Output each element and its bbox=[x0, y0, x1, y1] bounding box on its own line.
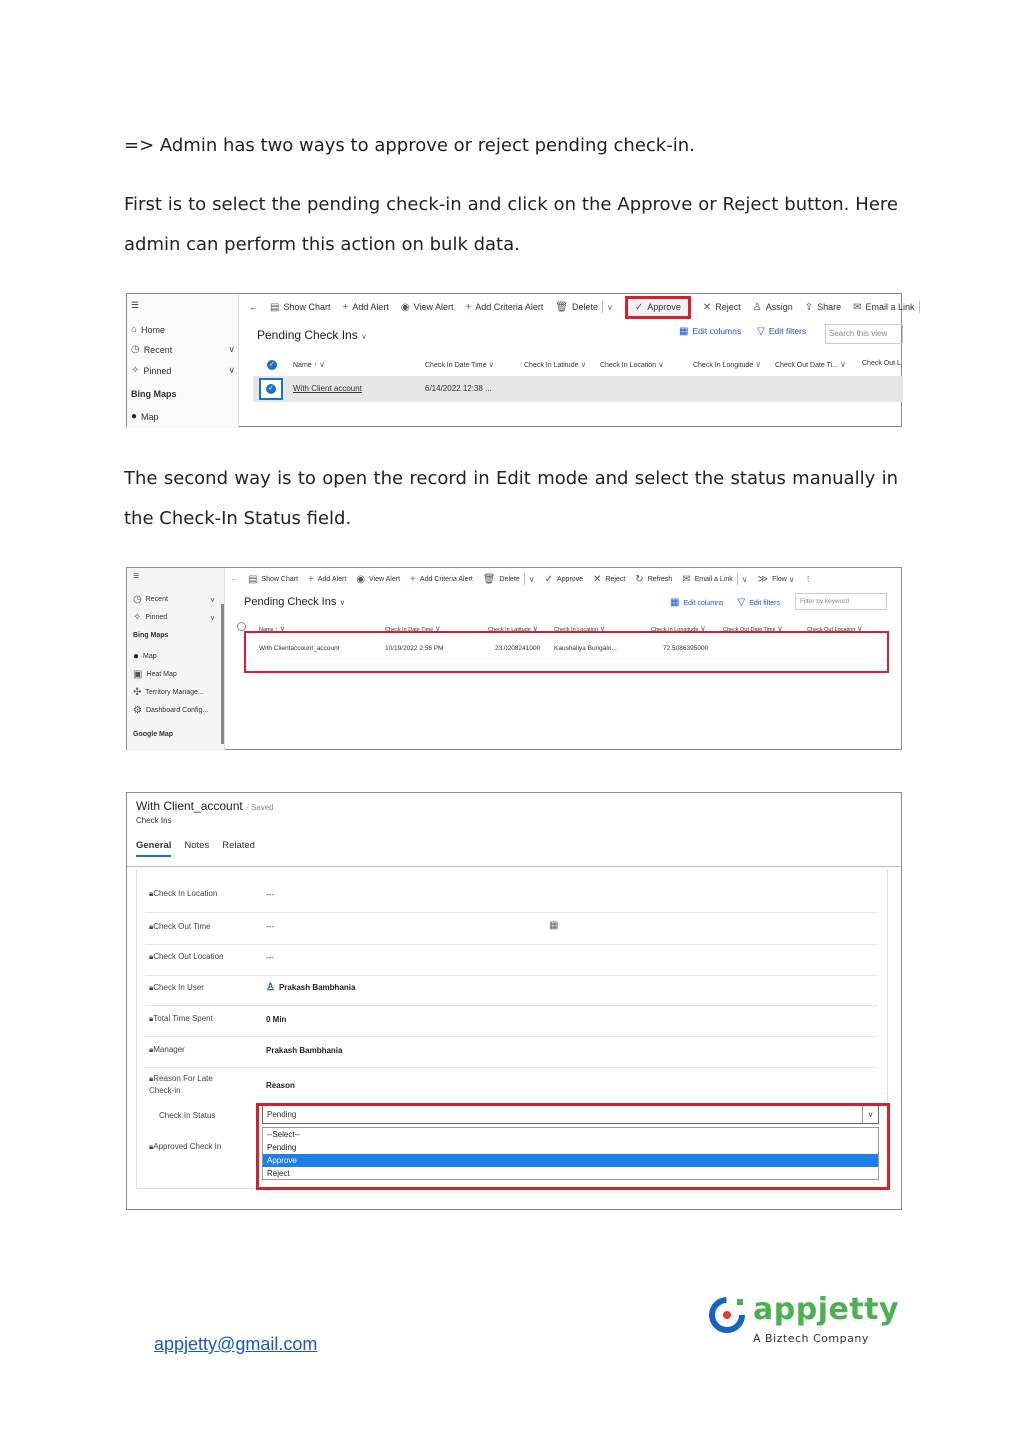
chevron-down-icon: ∨ bbox=[209, 614, 215, 622]
field-check-in-user: 🔒︎Check In User ♙ Prakash Bambhania bbox=[145, 976, 878, 1006]
second-way-text: The second way is to open the record in Edit mode and select the status manually in the Check-In Status field. bbox=[124, 468, 898, 529]
row-check-in-date-time: 6/14/2022 12:38 ... bbox=[425, 384, 492, 393]
field-check-in-location: 🔒︎Check In Location --- bbox=[145, 881, 878, 913]
appjetty-logo-icon bbox=[709, 1295, 749, 1335]
nav-map[interactable]: ● Map bbox=[131, 411, 159, 422]
nav-scrollbar[interactable] bbox=[221, 604, 224, 744]
form-tabs bbox=[136, 840, 255, 857]
eye-icon: ◉ bbox=[400, 301, 410, 313]
chevron-down-icon[interactable]: ∨ bbox=[607, 302, 613, 312]
column-check-out[interactable]: Check Out L bbox=[862, 360, 901, 367]
lock-icon: 🔒︎ bbox=[149, 1014, 154, 1023]
nav-home[interactable]: ⌂ Home bbox=[131, 324, 166, 335]
flow-icon: ≫ bbox=[757, 573, 769, 585]
intro-text: => Admin has two ways to approve or reject pending check-in. bbox=[124, 135, 695, 156]
lock-icon: 🔒︎ bbox=[149, 1074, 154, 1083]
clock-icon: ◷ bbox=[131, 344, 140, 355]
chevron-down-icon: ∨ bbox=[228, 365, 235, 375]
nav-map[interactable]: ● Map bbox=[133, 651, 157, 662]
nav-pinned[interactable]: ✧ Pinned ∨ bbox=[133, 612, 215, 623]
approve-button[interactable]: ✓ Approve bbox=[544, 573, 584, 585]
chevron-down-icon[interactable]: ∨ bbox=[528, 574, 535, 584]
check-in-status-label: Check In Status bbox=[159, 1111, 216, 1120]
lock-icon: 🔒︎ bbox=[149, 922, 154, 931]
chevron-down-icon: ∨ bbox=[339, 598, 346, 607]
filter-input[interactable]: Filter by keyword bbox=[795, 593, 887, 610]
edit-filters-button[interactable]: ▽ Edit filters bbox=[757, 326, 807, 337]
tab-general[interactable]: General bbox=[136, 840, 171, 857]
row-highlight bbox=[244, 631, 889, 673]
chevron-down-icon[interactable]: ∨ bbox=[862, 1106, 878, 1123]
nav-group-bing-maps: Bing Maps bbox=[133, 632, 169, 639]
plus-icon: + bbox=[342, 301, 349, 313]
show-chart-button[interactable]: ▤ Show Chart bbox=[270, 301, 331, 313]
chevron-down-icon[interactable]: ∨ bbox=[741, 574, 748, 584]
mail-icon: ✉ bbox=[682, 573, 691, 585]
chevron-down-icon: ∨ bbox=[209, 596, 215, 604]
clock-icon: ◷ bbox=[133, 594, 142, 605]
add-criteria-alert-button[interactable]: + Add Criteria Alert bbox=[410, 573, 473, 585]
flow-button[interactable]: ≫ Flow ∨ bbox=[757, 573, 795, 585]
nav-group-google-map: Google Map bbox=[133, 731, 174, 738]
reject-button[interactable]: ✕ Reject bbox=[593, 573, 626, 585]
tab-related[interactable]: Related bbox=[222, 840, 255, 851]
check-icon: ✓ bbox=[544, 573, 553, 585]
row-check-in-location: Kaushaliya Bungalo... bbox=[554, 645, 617, 652]
column-check-out-date-time[interactable]: Check Out Date Time ∨ bbox=[723, 624, 783, 633]
option-pending[interactable]: Pending bbox=[267, 1143, 297, 1152]
tab-notes[interactable]: Notes bbox=[184, 840, 210, 851]
share-button[interactable]: ⇪ Share bbox=[804, 301, 842, 313]
trash-icon: 🗑 bbox=[482, 573, 496, 585]
row-name-link[interactable]: With Clientaccount_account bbox=[259, 645, 340, 652]
nav-group-bing-maps: Bing Maps bbox=[131, 389, 177, 399]
field-reason-late: 🔒︎Reason For Late Check-in Reason bbox=[149, 1074, 295, 1095]
map-pin-icon: ● bbox=[133, 651, 140, 662]
reject-button[interactable]: ✕ Reject bbox=[702, 301, 741, 313]
person-icon: ♙ bbox=[752, 301, 762, 313]
pin-icon: ✧ bbox=[133, 612, 142, 623]
trash-icon: 🗑 bbox=[555, 301, 569, 313]
row-name-link[interactable]: With Client account bbox=[293, 384, 362, 393]
nav-pinned[interactable]: ✧ Pinned ∨ bbox=[131, 365, 235, 376]
chevron-down-icon: ∨ bbox=[361, 332, 367, 341]
column-check-in-date-time[interactable]: Check In Date Time ∨ bbox=[385, 624, 441, 633]
show-chart-button[interactable]: ▤ Show Chart bbox=[248, 573, 299, 585]
screenshot-list-view-row bbox=[126, 567, 902, 750]
plus-icon: + bbox=[308, 573, 314, 585]
chart-icon: ▤ bbox=[248, 573, 258, 585]
screenshot-record-form bbox=[126, 792, 902, 1210]
field-check-out-location: 🔒︎Check Out Location --- bbox=[145, 945, 878, 976]
filter-icon: ▽ bbox=[757, 326, 765, 337]
save-status: - Saved bbox=[246, 803, 274, 812]
edit-filters-button[interactable]: ▽ Edit filters bbox=[737, 597, 780, 608]
lock-icon: 🔒︎ bbox=[149, 889, 154, 898]
nav-heat-map[interactable]: ▣ Heat Map bbox=[133, 669, 177, 680]
field-manager: 🔒︎Manager Prakash Bambhania bbox=[145, 1037, 878, 1068]
approved-check-in-label: Approved Check In bbox=[153, 1142, 222, 1151]
back-icon[interactable]: ← bbox=[249, 302, 258, 312]
pin-icon: ✧ bbox=[131, 365, 140, 376]
select-all-radio[interactable] bbox=[237, 622, 246, 631]
screenshot-list-view-approve bbox=[126, 293, 915, 427]
hamburger-icon[interactable]: ☰ bbox=[133, 573, 140, 580]
check-in-user-link[interactable]: ♙ Prakash Bambhania bbox=[266, 982, 356, 993]
mail-icon: ✉ bbox=[853, 301, 862, 313]
assign-button[interactable]: ♙ Assign bbox=[752, 301, 793, 313]
add-alert-button[interactable]: + Add Alert bbox=[342, 301, 389, 313]
first-way-text: First is to select the pending check-in and click on the Approve or Reject button. Here admin can perform this action on bulk data. bbox=[124, 194, 898, 255]
logo-tagline: A Biztech Company bbox=[753, 1332, 869, 1345]
territory-icon: ✣ bbox=[133, 687, 142, 698]
back-icon[interactable]: ← bbox=[231, 575, 238, 583]
column-check-in-longitude[interactable]: Check In Longitude ∨ bbox=[693, 360, 762, 369]
field-total-time-spent: 🔒︎Total Time Spent 0 Min bbox=[145, 1006, 878, 1037]
person-icon: ♙ bbox=[266, 982, 275, 993]
column-check-out-location[interactable]: Check Out Location ∨ bbox=[807, 624, 863, 633]
row-check-in-longitude: 72.5086395000 bbox=[663, 645, 709, 652]
columns-icon: ▦ bbox=[670, 597, 680, 608]
status-highlight bbox=[256, 1103, 890, 1190]
check-in-status-select[interactable]: Pending ∨ bbox=[262, 1105, 879, 1124]
heat-map-icon: ▣ bbox=[133, 669, 143, 680]
command-bar bbox=[239, 294, 915, 320]
nav-territory[interactable]: ✣ Territory Manage... bbox=[133, 687, 204, 698]
check-icon: ✓ bbox=[266, 384, 276, 394]
appjetty-logo bbox=[709, 1292, 900, 1348]
lock-icon: 🔒︎ bbox=[149, 983, 154, 992]
field-check-out-time: 🔒︎Check Out Time --- ▦ bbox=[145, 913, 878, 945]
view-title[interactable]: Pending Check Ins ∨ bbox=[257, 328, 367, 342]
email-link-button[interactable]: ✉ Email a Link bbox=[853, 301, 923, 313]
more-icon[interactable]: ⋮ bbox=[804, 576, 812, 583]
plus-icon: + bbox=[465, 301, 472, 313]
plus-icon: + bbox=[410, 573, 416, 585]
sitemap-nav bbox=[127, 568, 225, 751]
close-icon: ✕ bbox=[702, 301, 712, 313]
chevron-down-icon: ∨ bbox=[228, 344, 235, 354]
row-check-in-date-time: 10/19/2022 2:56 PM bbox=[385, 645, 444, 652]
row-check-in-latitude: 23.0208241000 bbox=[495, 645, 541, 652]
eye-icon: ◉ bbox=[356, 573, 366, 585]
record-title: With Client_account - Saved bbox=[136, 799, 274, 813]
select-all-checkbox[interactable]: ✓ bbox=[267, 360, 277, 370]
column-check-out-date-time[interactable]: Check Out Date Ti... ∨ bbox=[775, 360, 846, 369]
chart-icon: ▤ bbox=[270, 301, 280, 313]
command-bar bbox=[231, 571, 901, 587]
home-icon: ⌂ bbox=[131, 324, 138, 335]
approve-button[interactable]: ✓ Approve bbox=[625, 296, 691, 319]
column-check-in-location[interactable]: Check In Location ∨ bbox=[554, 624, 606, 633]
add-alert-button[interactable]: + Add Alert bbox=[308, 573, 347, 585]
check-icon: ✓ bbox=[634, 301, 644, 313]
option-select[interactable]: --Select-- bbox=[267, 1130, 300, 1139]
refresh-button[interactable]: ↻ Refresh bbox=[635, 573, 673, 585]
email-link-button[interactable]: ✉ Email a Link ∨ bbox=[682, 573, 748, 585]
lock-icon: 🔒︎ bbox=[149, 952, 154, 961]
chevron-down-icon: ∨ bbox=[788, 574, 795, 584]
column-name[interactable]: Name ↑ ∨ bbox=[259, 624, 286, 633]
column-check-in-longitude[interactable]: Check In Longitude ∨ bbox=[651, 624, 706, 633]
filter-icon: ▽ bbox=[737, 597, 746, 608]
option-reject[interactable]: Reject bbox=[267, 1169, 290, 1178]
option-approve[interactable]: Approve bbox=[263, 1154, 878, 1167]
entity-name: Check Ins bbox=[136, 816, 172, 825]
view-alert-button[interactable]: ◉ View Alert bbox=[356, 573, 401, 585]
close-icon: ✕ bbox=[593, 573, 602, 585]
contact-email-link[interactable]: appjetty@gmail.com bbox=[154, 1334, 318, 1354]
calendar-icon[interactable]: ▦ bbox=[549, 920, 559, 931]
columns-icon: ▦ bbox=[679, 326, 689, 337]
column-check-in-latitude[interactable]: Check In Latitude ∨ bbox=[524, 360, 587, 369]
nav-recent[interactable]: ◷ Recent ∨ bbox=[133, 594, 215, 605]
logo-wordmark: appjetty bbox=[753, 1292, 900, 1327]
delete-button[interactable]: 🗑 Delete ∨ bbox=[555, 301, 613, 313]
row-checkbox[interactable] bbox=[259, 378, 283, 400]
share-icon: ⇪ bbox=[804, 301, 814, 313]
add-criteria-alert-button[interactable]: + Add Criteria Alert bbox=[465, 301, 544, 313]
lock-icon: 🔒︎ bbox=[149, 1142, 154, 1151]
map-pin-icon: ● bbox=[131, 411, 138, 422]
dashboard-icon: ⚙ bbox=[133, 705, 142, 716]
refresh-icon: ↻ bbox=[635, 573, 644, 585]
nav-dashboard-config[interactable]: ⚙ Dashboard Config... bbox=[133, 705, 209, 716]
sitemap-nav bbox=[127, 294, 239, 428]
nav-recent[interactable]: ◷ Recent ∨ bbox=[131, 344, 235, 355]
edit-columns-button[interactable]: ▦ Edit columns bbox=[679, 326, 742, 337]
column-name[interactable]: Name ↑ ∨ bbox=[293, 360, 325, 369]
edit-columns-button[interactable]: ▦ Edit columns bbox=[670, 597, 724, 608]
view-title[interactable]: Pending Check Ins ∨ bbox=[244, 596, 346, 608]
delete-button[interactable]: 🗑 Delete ∨ bbox=[482, 573, 535, 585]
hamburger-icon[interactable]: ☰ bbox=[131, 300, 140, 310]
search-input[interactable]: Search this view bbox=[825, 324, 903, 344]
view-alert-button[interactable]: ◉ View Alert bbox=[400, 301, 454, 313]
column-check-in-location[interactable]: Check In Location ∨ bbox=[600, 360, 664, 369]
lock-icon: 🔒︎ bbox=[149, 1045, 154, 1054]
column-check-in-date-time[interactable]: Check In Date Time ∨ bbox=[425, 360, 495, 369]
column-check-in-latitude[interactable]: Check In Latitude ∨ bbox=[488, 624, 539, 633]
